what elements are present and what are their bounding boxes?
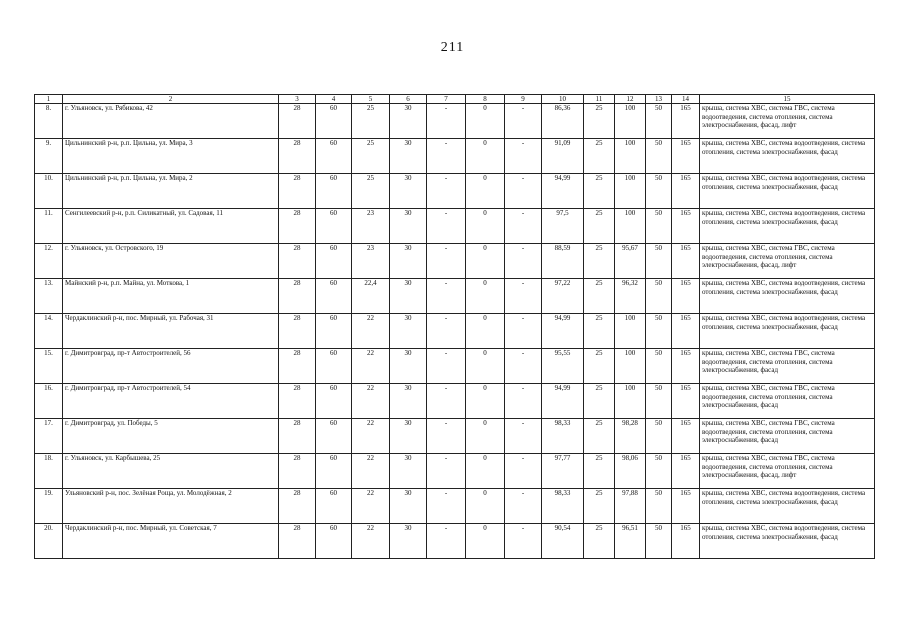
table-cell-c7: - bbox=[427, 489, 466, 524]
table-cell-c13: 50 bbox=[646, 454, 672, 489]
column-header: 7 bbox=[427, 95, 466, 104]
table-cell-c6: 30 bbox=[390, 244, 427, 279]
address-cell: Сенгилеевский р-н, р.п. Силикатный, ул. Садовая, 11 bbox=[63, 209, 279, 244]
works-list-cell: крыша, система ХВС, система водоотведения, система отопления, система электроснабжения, фасад bbox=[700, 524, 875, 559]
works-list-cell: крыша, система ХВС, система ГВС, система водоотведения, система отопления, система электроснабжения, фасад bbox=[700, 384, 875, 419]
table-cell-c13: 50 bbox=[646, 419, 672, 454]
table-cell-c10: 86,36 bbox=[542, 104, 584, 139]
column-header: 2 bbox=[63, 95, 279, 104]
table-cell-c14: 165 bbox=[672, 279, 700, 314]
works-list-cell: крыша, система ХВС, система водоотведения, система отопления, система электроснабжения, фасад bbox=[700, 489, 875, 524]
row-number-cell: 13. bbox=[35, 279, 63, 314]
row-number-cell: 10. bbox=[35, 174, 63, 209]
table-cell-c12: 100 bbox=[615, 209, 646, 244]
table-cell-c7: - bbox=[427, 139, 466, 174]
table-row bbox=[35, 139, 875, 174]
column-header: 12 bbox=[615, 95, 646, 104]
table-cell-c14: 165 bbox=[672, 349, 700, 384]
table-cell-c7: - bbox=[427, 209, 466, 244]
table-cell-c9: - bbox=[505, 454, 542, 489]
address-cell: Цильнинский р-н, р.п. Цильна, ул. Мира, 3 bbox=[63, 139, 279, 174]
table-cell-c14: 165 bbox=[672, 139, 700, 174]
table-cell-c6: 30 bbox=[390, 279, 427, 314]
row-number-cell: 11. bbox=[35, 209, 63, 244]
table-cell-c11: 25 bbox=[584, 454, 615, 489]
row-number-cell: 12. bbox=[35, 244, 63, 279]
table-cell-c12: 96,51 bbox=[615, 524, 646, 559]
table-cell-c3: 28 bbox=[279, 174, 316, 209]
table-cell-c12: 100 bbox=[615, 314, 646, 349]
table-cell-c9: - bbox=[505, 489, 542, 524]
table-cell-c4: 60 bbox=[316, 279, 352, 314]
table-cell-c10: 94,99 bbox=[542, 314, 584, 349]
table-cell-c10: 90,54 bbox=[542, 524, 584, 559]
table-cell-c9: - bbox=[505, 279, 542, 314]
table-cell-c13: 50 bbox=[646, 279, 672, 314]
row-number-cell: 18. bbox=[35, 454, 63, 489]
works-list-cell: крыша, система ХВС, система водоотведения, система отопления, система электроснабжения, фасад bbox=[700, 139, 875, 174]
table-cell-c14: 165 bbox=[672, 314, 700, 349]
row-number-cell: 20. bbox=[35, 524, 63, 559]
table-cell-c13: 50 bbox=[646, 384, 672, 419]
table-cell-c5: 22 bbox=[352, 314, 390, 349]
address-cell: Майнский р-н, р.п. Майна, ул. Моткова, 1 bbox=[63, 279, 279, 314]
table-cell-c9: - bbox=[505, 209, 542, 244]
table-cell-c10: 97,22 bbox=[542, 279, 584, 314]
row-number-cell: 8. bbox=[35, 104, 63, 139]
row-number-cell: 16. bbox=[35, 384, 63, 419]
table-cell-c9: - bbox=[505, 349, 542, 384]
table-cell-c4: 60 bbox=[316, 209, 352, 244]
table-cell-c5: 22 bbox=[352, 489, 390, 524]
table-cell-c5: 25 bbox=[352, 174, 390, 209]
works-list-cell: крыша, система ХВС, система ГВС, система водоотведения, система отопления, система электроснабжения, фасад, лифт bbox=[700, 244, 875, 279]
table-cell-c6: 30 bbox=[390, 419, 427, 454]
table-cell-c4: 60 bbox=[316, 454, 352, 489]
table-cell-c5: 22 bbox=[352, 349, 390, 384]
table-cell-c3: 28 bbox=[279, 489, 316, 524]
table-cell-c11: 25 bbox=[584, 489, 615, 524]
table-cell-c3: 28 bbox=[279, 524, 316, 559]
table-cell-c3: 28 bbox=[279, 349, 316, 384]
table-row bbox=[35, 104, 875, 139]
table-cell-c12: 95,67 bbox=[615, 244, 646, 279]
table-cell-c10: 95,55 bbox=[542, 349, 584, 384]
works-list-cell: крыша, система ХВС, система водоотведения, система отопления, система электроснабжения, фасад bbox=[700, 174, 875, 209]
table-row bbox=[35, 524, 875, 559]
table-row bbox=[35, 454, 875, 489]
table-cell-c9: - bbox=[505, 139, 542, 174]
table-row bbox=[35, 244, 875, 279]
column-header: 14 bbox=[672, 95, 700, 104]
table-cell-c5: 23 bbox=[352, 244, 390, 279]
table-cell-c6: 30 bbox=[390, 349, 427, 384]
table-cell-c7: - bbox=[427, 384, 466, 419]
table-cell-c8: 0 bbox=[466, 489, 505, 524]
table-cell-c14: 165 bbox=[672, 384, 700, 419]
table-cell-c6: 30 bbox=[390, 139, 427, 174]
row-number-cell: 9. bbox=[35, 139, 63, 174]
table-cell-c6: 30 bbox=[390, 524, 427, 559]
table-cell-c4: 60 bbox=[316, 104, 352, 139]
column-number-row bbox=[35, 95, 875, 104]
table-cell-c5: 22,4 bbox=[352, 279, 390, 314]
table-cell-c8: 0 bbox=[466, 349, 505, 384]
table-cell-c8: 0 bbox=[466, 384, 505, 419]
table-cell-c12: 100 bbox=[615, 349, 646, 384]
table-cell-c6: 30 bbox=[390, 489, 427, 524]
table-cell-c12: 100 bbox=[615, 384, 646, 419]
table-cell-c9: - bbox=[505, 174, 542, 209]
column-header: 15 bbox=[700, 95, 875, 104]
table-cell-c14: 165 bbox=[672, 454, 700, 489]
table-cell-c14: 165 bbox=[672, 104, 700, 139]
column-header: 1 bbox=[35, 95, 63, 104]
table-cell-c7: - bbox=[427, 419, 466, 454]
table-cell-c10: 97,5 bbox=[542, 209, 584, 244]
table-cell-c8: 0 bbox=[466, 524, 505, 559]
table-cell-c5: 22 bbox=[352, 454, 390, 489]
table-cell-c10: 97,77 bbox=[542, 454, 584, 489]
table-cell-c11: 25 bbox=[584, 104, 615, 139]
table-cell-c8: 0 bbox=[466, 104, 505, 139]
table-cell-c6: 30 bbox=[390, 209, 427, 244]
table-cell-c4: 60 bbox=[316, 489, 352, 524]
works-list-cell: крыша, система ХВС, система водоотведения, система отопления, система электроснабжения, фасад bbox=[700, 209, 875, 244]
address-cell: г. Ульяновск, ул. Островского, 19 bbox=[63, 244, 279, 279]
table-cell-c13: 50 bbox=[646, 209, 672, 244]
address-cell: г. Ульяновск, ул. Рябикова, 42 bbox=[63, 104, 279, 139]
table-cell-c7: - bbox=[427, 524, 466, 559]
table-cell-c8: 0 bbox=[466, 419, 505, 454]
table-row bbox=[35, 489, 875, 524]
column-header: 10 bbox=[542, 95, 584, 104]
table-cell-c8: 0 bbox=[466, 454, 505, 489]
table-cell-c3: 28 bbox=[279, 104, 316, 139]
table-cell-c5: 25 bbox=[352, 139, 390, 174]
table-cell-c10: 94,99 bbox=[542, 174, 584, 209]
table-cell-c12: 96,32 bbox=[615, 279, 646, 314]
works-list-cell: крыша, система ХВС, система водоотведения, система отопления, система электроснабжения, фасад bbox=[700, 314, 875, 349]
table-cell-c11: 25 bbox=[584, 384, 615, 419]
table-cell-c12: 100 bbox=[615, 139, 646, 174]
table-cell-c3: 28 bbox=[279, 384, 316, 419]
table-cell-c13: 50 bbox=[646, 104, 672, 139]
table-cell-c5: 22 bbox=[352, 384, 390, 419]
works-list-cell: крыша, система ХВС, система ГВС, система водоотведения, система отопления, система электроснабжения, фасад, лифт bbox=[700, 454, 875, 489]
address-cell: Чердаклинский р-н, пос. Мирный, ул. Рабочая, 31 bbox=[63, 314, 279, 349]
table-cell-c6: 30 bbox=[390, 454, 427, 489]
table-cell-c4: 60 bbox=[316, 139, 352, 174]
address-cell: г. Димитровград, пр-т Автостроителей, 54 bbox=[63, 384, 279, 419]
column-header: 6 bbox=[390, 95, 427, 104]
table-cell-c7: - bbox=[427, 104, 466, 139]
table-cell-c9: - bbox=[505, 384, 542, 419]
table-cell-c10: 88,59 bbox=[542, 244, 584, 279]
column-header: 8 bbox=[466, 95, 505, 104]
row-number-cell: 15. bbox=[35, 349, 63, 384]
table-cell-c11: 25 bbox=[584, 279, 615, 314]
table-cell-c3: 28 bbox=[279, 244, 316, 279]
table-cell-c11: 25 bbox=[584, 244, 615, 279]
table-cell-c9: - bbox=[505, 419, 542, 454]
address-cell: г. Ульяновск, ул. Карбышева, 25 bbox=[63, 454, 279, 489]
table-cell-c4: 60 bbox=[316, 244, 352, 279]
table-cell-c9: - bbox=[505, 314, 542, 349]
table-cell-c5: 22 bbox=[352, 524, 390, 559]
table-cell-c8: 0 bbox=[466, 139, 505, 174]
table-cell-c7: - bbox=[427, 174, 466, 209]
table-cell-c14: 165 bbox=[672, 489, 700, 524]
table-cell-c9: - bbox=[505, 104, 542, 139]
table-cell-c8: 0 bbox=[466, 279, 505, 314]
table-cell-c3: 28 bbox=[279, 419, 316, 454]
table-cell-c4: 60 bbox=[316, 174, 352, 209]
table-cell-c4: 60 bbox=[316, 314, 352, 349]
works-list-cell: крыша, система ХВС, система ГВС, система водоотведения, система отопления, система электроснабжения, фасад bbox=[700, 419, 875, 454]
table-cell-c5: 23 bbox=[352, 209, 390, 244]
works-list-cell: крыша, система ХВС, система водоотведения, система отопления, система электроснабжения, фасад bbox=[700, 279, 875, 314]
table-cell-c3: 28 bbox=[279, 139, 316, 174]
table-cell-c11: 25 bbox=[584, 209, 615, 244]
table-row bbox=[35, 209, 875, 244]
table-cell-c7: - bbox=[427, 244, 466, 279]
table-cell-c4: 60 bbox=[316, 419, 352, 454]
table-cell-c8: 0 bbox=[466, 244, 505, 279]
table-row bbox=[35, 314, 875, 349]
table-cell-c12: 98,28 bbox=[615, 419, 646, 454]
row-number-cell: 14. bbox=[35, 314, 63, 349]
table-cell-c6: 30 bbox=[390, 104, 427, 139]
table-cell-c11: 25 bbox=[584, 174, 615, 209]
housing-repair-table bbox=[34, 94, 875, 559]
table-cell-c6: 30 bbox=[390, 314, 427, 349]
table-cell-c3: 28 bbox=[279, 279, 316, 314]
table-cell-c11: 25 bbox=[584, 139, 615, 174]
table-cell-c7: - bbox=[427, 454, 466, 489]
column-header: 4 bbox=[316, 95, 352, 104]
table-row bbox=[35, 384, 875, 419]
table-cell-c5: 25 bbox=[352, 104, 390, 139]
column-header: 11 bbox=[584, 95, 615, 104]
table-cell-c7: - bbox=[427, 349, 466, 384]
table-cell-c9: - bbox=[505, 524, 542, 559]
table-cell-c13: 50 bbox=[646, 174, 672, 209]
table-cell-c5: 22 bbox=[352, 419, 390, 454]
table-cell-c12: 100 bbox=[615, 174, 646, 209]
table-cell-c10: 91,09 bbox=[542, 139, 584, 174]
table-cell-c13: 50 bbox=[646, 139, 672, 174]
row-number-cell: 19. bbox=[35, 489, 63, 524]
table-cell-c13: 50 bbox=[646, 244, 672, 279]
row-number-cell: 17. bbox=[35, 419, 63, 454]
table-cell-c13: 50 bbox=[646, 524, 672, 559]
column-header: 13 bbox=[646, 95, 672, 104]
table-cell-c4: 60 bbox=[316, 524, 352, 559]
address-cell: Цильнинский р-н, р.п. Цильна, ул. Мира, 2 bbox=[63, 174, 279, 209]
table-cell-c11: 25 bbox=[584, 349, 615, 384]
address-cell: г. Димитровград, ул. Победы, 5 bbox=[63, 419, 279, 454]
table-cell-c14: 165 bbox=[672, 174, 700, 209]
table-cell-c6: 30 bbox=[390, 384, 427, 419]
table-cell-c10: 98,33 bbox=[542, 489, 584, 524]
works-list-cell: крыша, система ХВС, система ГВС, система водоотведения, система отопления, система электроснабжения, фасад bbox=[700, 349, 875, 384]
table-cell-c12: 97,88 bbox=[615, 489, 646, 524]
table-cell-c3: 28 bbox=[279, 454, 316, 489]
table-row bbox=[35, 419, 875, 454]
address-cell: Ульяновский р-н, пос. Зелёная Роща, ул. Молодёжная, 2 bbox=[63, 489, 279, 524]
table-cell-c4: 60 bbox=[316, 349, 352, 384]
table-cell-c13: 50 bbox=[646, 349, 672, 384]
column-header: 5 bbox=[352, 95, 390, 104]
table-cell-c8: 0 bbox=[466, 314, 505, 349]
table-cell-c8: 0 bbox=[466, 174, 505, 209]
table-cell-c9: - bbox=[505, 244, 542, 279]
works-list-cell: крыша, система ХВС, система ГВС, система водоотведения, система отопления, система электроснабжения, фасад, лифт bbox=[700, 104, 875, 139]
table-row bbox=[35, 279, 875, 314]
table-cell-c3: 28 bbox=[279, 314, 316, 349]
table-cell-c8: 0 bbox=[466, 209, 505, 244]
table-cell-c13: 50 bbox=[646, 314, 672, 349]
table-cell-c14: 165 bbox=[672, 209, 700, 244]
table-cell-c11: 25 bbox=[584, 419, 615, 454]
column-header: 9 bbox=[505, 95, 542, 104]
address-cell: г. Димитровград, пр-т Автостроителей, 56 bbox=[63, 349, 279, 384]
table-cell-c14: 165 bbox=[672, 244, 700, 279]
address-cell: Чердаклинский р-н, пос. Мирный, ул. Советская, 7 bbox=[63, 524, 279, 559]
table-cell-c14: 165 bbox=[672, 419, 700, 454]
column-header: 3 bbox=[279, 95, 316, 104]
table-cell-c11: 25 bbox=[584, 314, 615, 349]
table-cell-c12: 98,06 bbox=[615, 454, 646, 489]
table-cell-c10: 94,99 bbox=[542, 384, 584, 419]
table-cell-c6: 30 bbox=[390, 174, 427, 209]
table-row bbox=[35, 349, 875, 384]
table-cell-c14: 165 bbox=[672, 524, 700, 559]
page-number: 211 bbox=[440, 40, 465, 55]
table-cell-c4: 60 bbox=[316, 384, 352, 419]
table-cell-c7: - bbox=[427, 314, 466, 349]
table-cell-c12: 100 bbox=[615, 104, 646, 139]
table-cell-c3: 28 bbox=[279, 209, 316, 244]
table-cell-c13: 50 bbox=[646, 489, 672, 524]
table-cell-c7: - bbox=[427, 279, 466, 314]
table-row bbox=[35, 174, 875, 209]
table-cell-c11: 25 bbox=[584, 524, 615, 559]
table-cell-c10: 98,33 bbox=[542, 419, 584, 454]
